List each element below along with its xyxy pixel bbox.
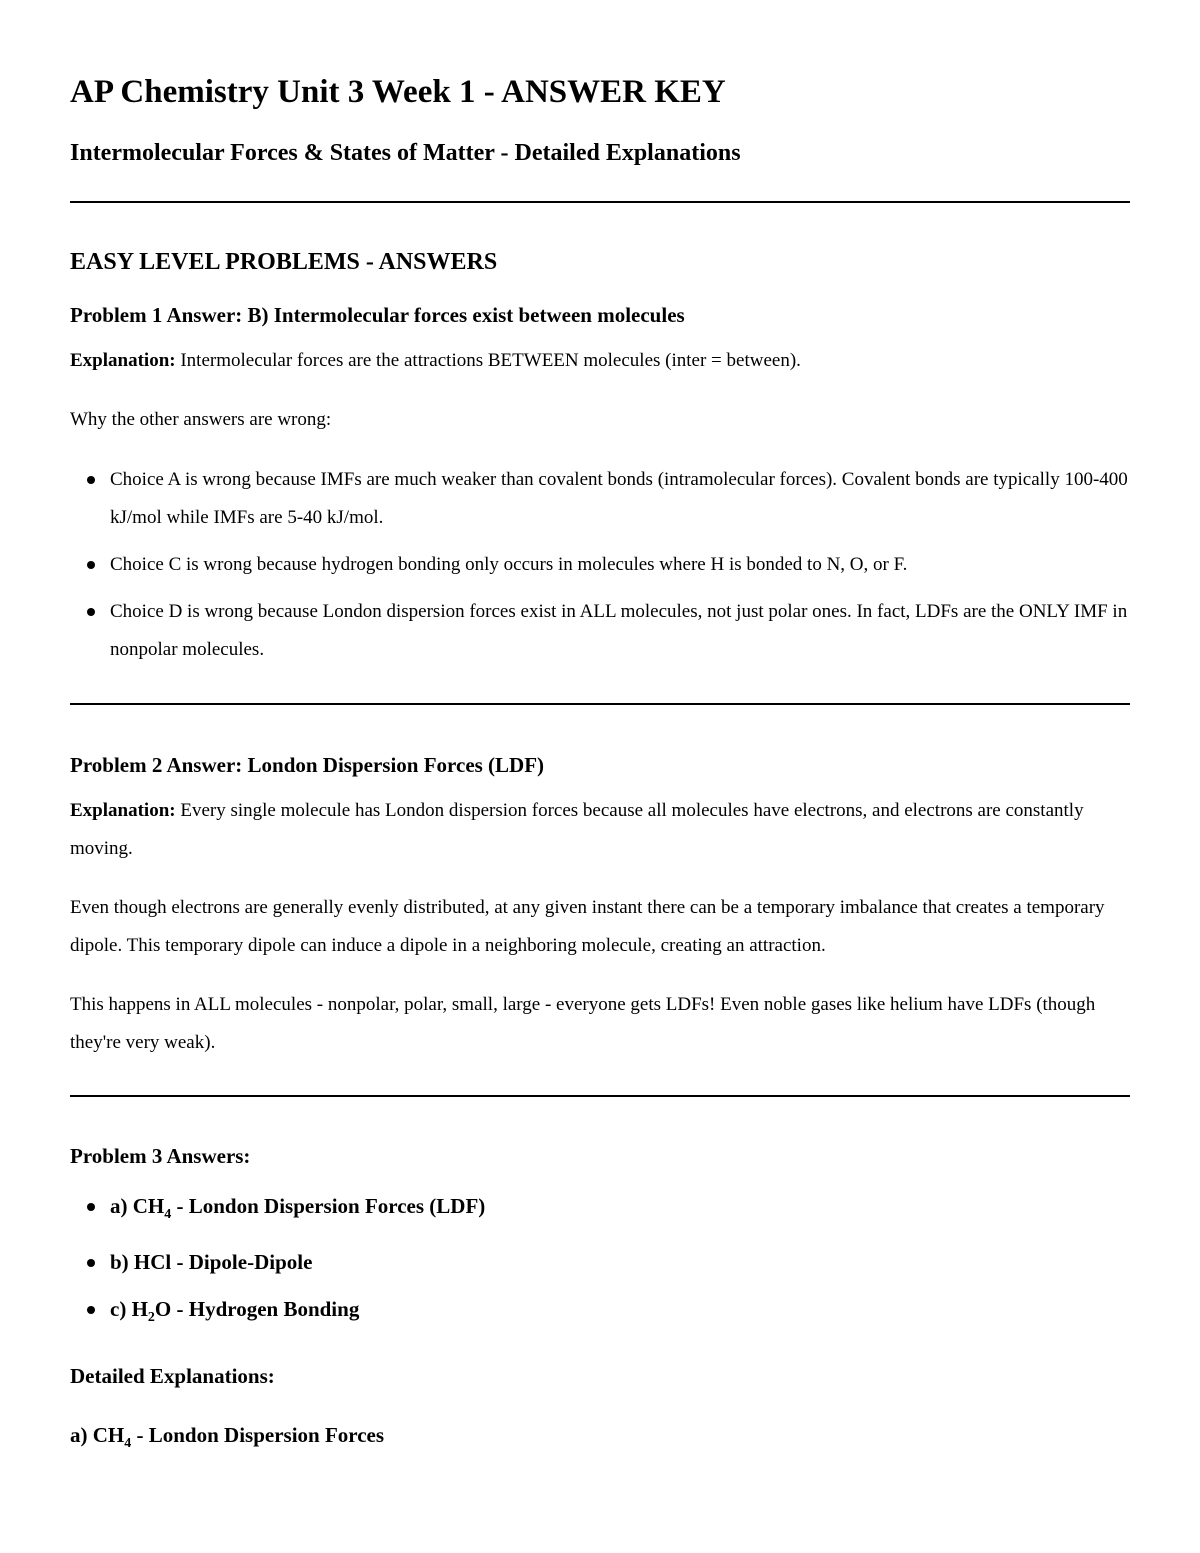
list-item: Choice A is wrong because IMFs are much weaker than covalent bonds (intramolecular forces). Covalent bonds are typically 100-400 kJ/mol while IMFs are 5-40 kJ/mol. — [110, 461, 1130, 537]
list-item: b) HCl - Dipole-Dipole — [110, 1243, 1130, 1281]
divider — [70, 201, 1130, 203]
list-item: c) $H_2O$ - Hydrogen Bonding — [110, 1290, 1130, 1337]
problem-3-heading: Problem 3 Answers: — [70, 1144, 251, 1168]
problem-2-heading: Problem 2 Answer: London Dispersion Forces (LDF) — [70, 753, 545, 777]
wrong-choices-list — [70, 461, 1130, 669]
problem-2-paragraph: This happens in ALL molecules - nonpolar, polar, small, large - everyone gets LDFs! Even noble gases like helium have LDFs (though they're very weak). — [70, 994, 1096, 1053]
explanation-text: Intermolecular forces are the attractions BETWEEN molecules (inter = between). — [180, 350, 801, 371]
why-wrong-text: Why the other answers are wrong: — [70, 409, 332, 430]
explanation-text: Every single molecule has London dispersion forces because all molecules have electrons, and electrons are constantly moving. — [70, 800, 1084, 859]
list-item: Choice C is wrong because hydrogen bonding only occurs in molecules where H is bonded to N, O, or F. — [110, 546, 1130, 584]
divider — [70, 703, 1130, 705]
explanation-label: Explanation: — [70, 350, 176, 371]
list-item: a) $CH_4$ - London Dispersion Forces (LDF) — [110, 1187, 1130, 1234]
problem-2-paragraph: Even though electrons are generally evenly distributed, at any given instant there can be a temporary imbalance that creates a temporary dipole. This temporary dipole can induce a dipole in a neighboring molecule, creating an attraction. — [70, 897, 1105, 956]
explanation-label: Explanation: — [70, 800, 176, 821]
divider — [70, 1095, 1130, 1097]
problem-2-explanation — [70, 792, 1130, 868]
list-item: Choice D is wrong because London dispersion forces exist in ALL molecules, not just polar ones. In fact, LDFs are the ONLY IMF in nonpolar molecules. — [110, 593, 1130, 669]
detailed-explanations-label: Detailed Explanations: — [70, 1364, 275, 1389]
problem-3-answers-list — [70, 1187, 1130, 1337]
problem-1-heading: Problem 1 Answer: B) Intermolecular forces exist between molecules — [70, 303, 685, 327]
page-title: AP Chemistry Unit 3 Week 1 - ANSWER KEY — [70, 74, 726, 110]
page-subtitle: Intermolecular Forces & States of Matter - Detailed Explanations — [70, 140, 741, 166]
section-heading-easy: EASY LEVEL PROBLEMS - ANSWERS — [70, 249, 498, 275]
problem-1-explanation — [70, 342, 1130, 380]
sub-heading-a: a) $CH_4$ - London Dispersion Forces — [70, 1423, 385, 1452]
